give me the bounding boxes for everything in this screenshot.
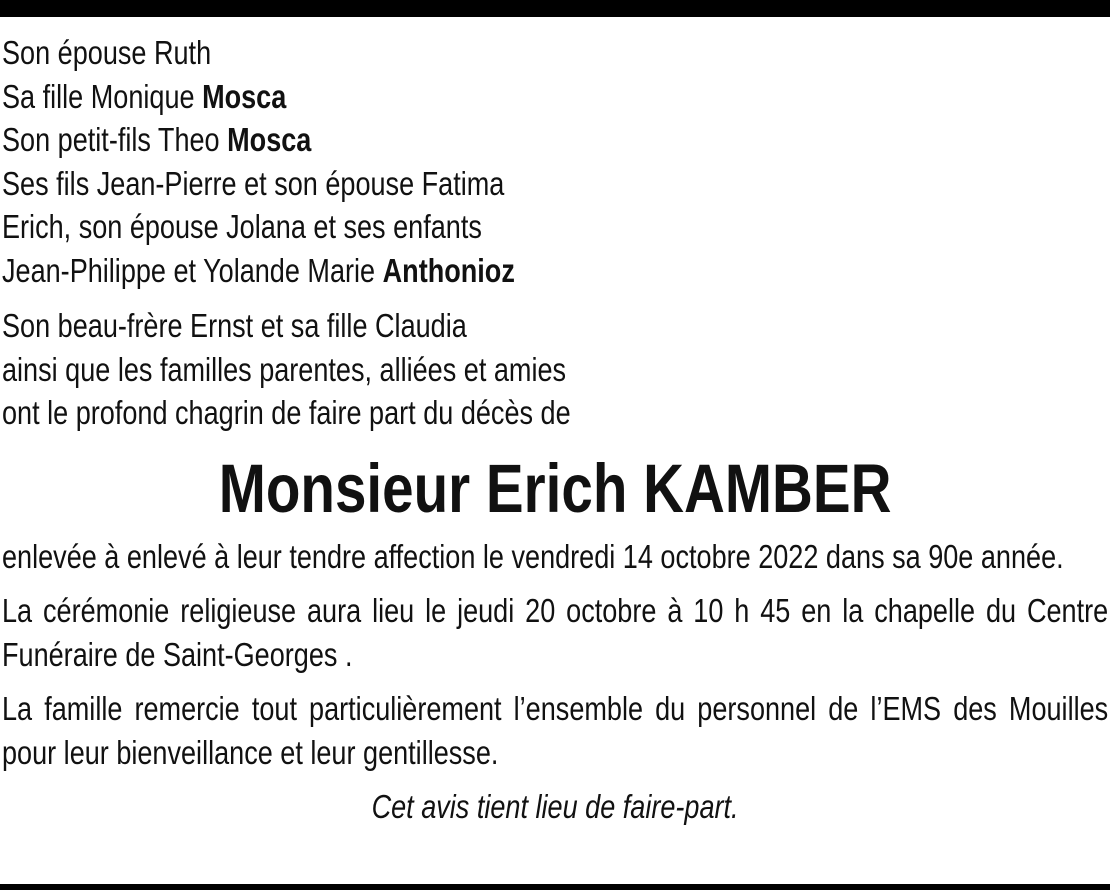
family-line: Jean-Philippe et Yolande Marie Anthonioz (2, 251, 515, 289)
family-line: Erich, son épouse Jolana et ses enfants (2, 208, 482, 245)
family-line: Son épouse Ruth (2, 34, 212, 71)
family-line: Ses fils Jean-Pierre et son épouse Fatima (2, 164, 505, 202)
intro-line: ont le profond chagrin de faire part du décès de (2, 394, 571, 431)
thanks-paragraph: La famille remercie tout particulièrement l’ensemble du personnel de l’EMS des Mouilles pour leur bienveillance et leur gentillesse. (2, 689, 1109, 771)
family-list (2, 31, 1108, 292)
surname: Mosca (202, 77, 287, 115)
ceremony-paragraph: La cérémonie religieuse aura lieu le jeudi 20 octobre à 10 h 45 en la chapelle du Centre Funéraire de Saint-Georges . (2, 591, 1109, 673)
closing-note: Cet avis tient lieu de faire-part. (371, 787, 739, 825)
obituary-notice (2, 31, 1109, 829)
family-line: Son petit-fils Theo Mosca (2, 121, 312, 158)
family-line: Sa fille Monique Mosca (2, 77, 287, 115)
intro-line: Son beau-frère Ernst et sa fille Claudia (2, 307, 467, 344)
surname: Mosca (227, 121, 312, 158)
deceased-name: Monsieur Erich KAMBER (218, 449, 892, 527)
surname: Anthonioz (382, 251, 515, 289)
intro-line: ainsi que les familles parentes, alliées et amies (2, 350, 567, 388)
death-date-paragraph: enlevée à enlevé à leur tendre affection le vendredi 14 octobre 2022 dans sa 90e année. (2, 537, 1064, 575)
top-border-rule (0, 0, 1110, 17)
announcement-intro (2, 304, 1108, 435)
bottom-border-rule (0, 884, 1110, 890)
